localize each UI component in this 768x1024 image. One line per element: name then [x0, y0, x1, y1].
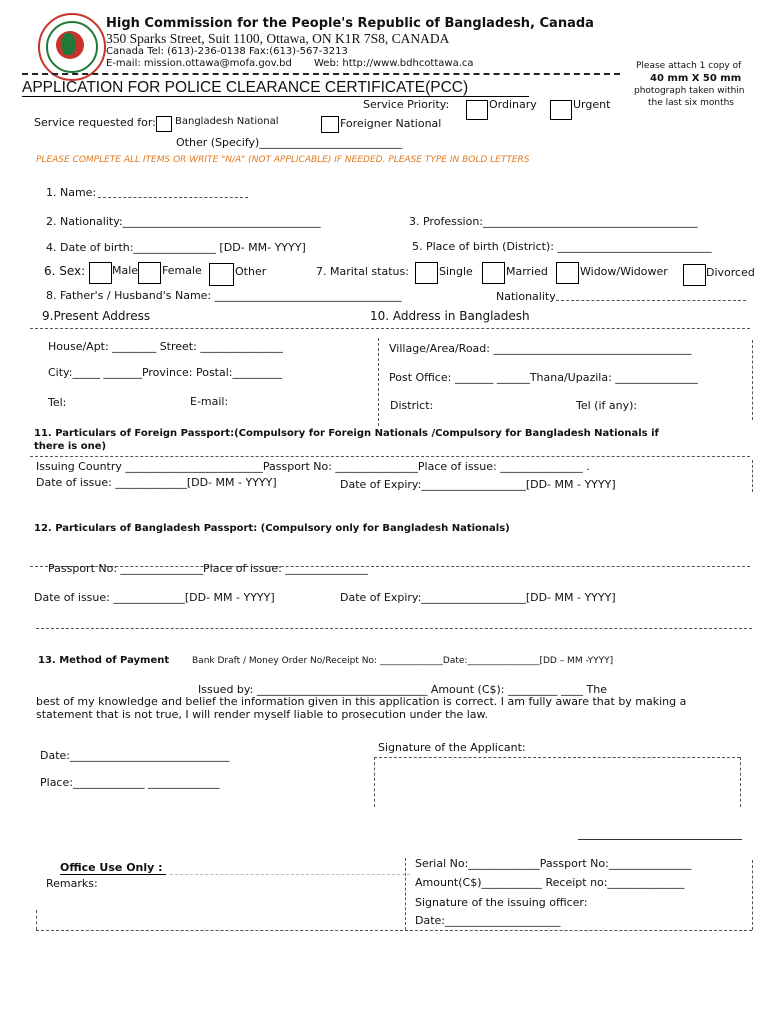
amount-receipt-field[interactable]: Amount(C$)___________ Receipt no:______________: [415, 876, 685, 889]
bangladesh-national-label: Bangladesh National: [175, 116, 279, 127]
org-name: High Commission for the People's Republic of Bangladesh, Canada: [106, 16, 594, 31]
bd-passport-heading: 12. Particulars of Bangladesh Passport: (Compulsory only for Bangladesh Nationals): [34, 523, 510, 534]
name-label: 1. Name:: [46, 186, 97, 199]
bd-date-of-issue-field[interactable]: Date of issue: _____________[DD- MM - YYYY]: [34, 591, 275, 604]
signature-box-right: [740, 757, 741, 807]
urgent-checkbox[interactable]: [550, 100, 572, 120]
bd-expiry-field[interactable]: Date of Expiry:___________________[DD- MM - YYYY]: [340, 591, 616, 604]
title-underline: [22, 96, 529, 97]
photo-note-line1: Please attach 1 copy of: [636, 61, 742, 71]
divorced-label: Divorced: [706, 266, 755, 279]
header-divider: [22, 73, 620, 75]
address-right-border: [752, 340, 753, 420]
foreign-issuing-country-field[interactable]: Issuing Country _________________________Passport No: _______________Place of issue: _______________ .: [36, 460, 590, 473]
payment-detail-field[interactable]: Bank Draft / Money Order No/Receipt No: ______________Date:________________[DD – MM -YYYY]: [192, 656, 614, 666]
foreign-passport-heading: 11. Particulars of Foreign Passport:(Compulsory for Foreign Nationals /Compulsory for Bangladesh Nationals if: [34, 428, 659, 439]
urgent-label: Urgent: [573, 98, 611, 111]
present-email-label: E-mail:: [190, 395, 229, 408]
bd-passport-no-field[interactable]: Passport No: _______________Place of issue: _______________: [48, 562, 368, 575]
house-street-field[interactable]: House/Apt: ________ Street: _______________: [48, 340, 283, 353]
bangladesh-national-checkbox[interactable]: [156, 116, 172, 132]
other-specify-field[interactable]: Other (Specify)__________________________: [176, 136, 403, 149]
married-label: Married: [506, 265, 548, 278]
org-tel-fax: Canada Tel: (613)-236-0138 Fax:(613)-567-3213: [106, 46, 348, 57]
issued-by-amount-field[interactable]: Issued by: _______________________________ Amount (C$): _________ ____ The: [198, 683, 607, 696]
marital-status-label: 7. Marital status:: [316, 265, 409, 278]
place-of-birth-field[interactable]: 5. Place of birth (District): ____________________________: [412, 240, 712, 253]
photo-note-line2: 40 mm X 50 mm: [650, 73, 742, 84]
foreigner-national-label: Foreigner National: [340, 117, 442, 130]
married-checkbox[interactable]: [482, 262, 505, 284]
form-title: APPLICATION FOR POLICE CLEARANCE CERTIFICATE(PCC): [22, 79, 469, 96]
village-area-road-field[interactable]: Village/Area/Road: ____________________________________: [389, 342, 692, 355]
instruction-text: PLEASE COMPLETE ALL ITEMS OR WRITE "N/A" (NOT APPLICABLE) IF NEEDED. PLEASE TYPE IN BOLD LETTERS: [36, 155, 530, 165]
sex-label: 6. Sex:: [44, 264, 86, 278]
signature-box-left: [374, 757, 375, 807]
foreign-date-of-issue-field[interactable]: Date of issue: _____________[DD- MM - YYYY]: [36, 476, 277, 489]
post-office-thana-field[interactable]: Post Office: _______ ______Thana/Upazila: _______________: [389, 371, 698, 384]
sign-place-field[interactable]: Place:_____________ _____________: [40, 776, 220, 789]
father-nationality-field[interactable]: [556, 300, 746, 301]
female-label: Female: [162, 264, 202, 277]
present-address-heading: 9.Present Address: [42, 309, 151, 323]
widow-label: Widow/Widower: [580, 265, 668, 278]
other-sex-checkbox[interactable]: [209, 263, 234, 286]
org-web: Web: http://www.bdhcottawa.ca: [314, 58, 474, 69]
org-address: 350 Sparks Street, Suit 1100, Ottawa, ON K1R 7S8, CANADA: [106, 31, 450, 46]
date-of-birth-field[interactable]: 4. Date of birth:_______________ [DD- MM- YYYY]: [46, 241, 306, 254]
sign-date-field[interactable]: Date:_____________________________: [40, 749, 230, 762]
divorced-checkbox[interactable]: [683, 264, 706, 286]
address-column-divider: [378, 338, 379, 426]
issuing-officer-signature-label: Signature of the issuing officer:: [415, 896, 588, 909]
female-checkbox[interactable]: [138, 262, 161, 284]
foreign-expiry-field[interactable]: Date of Expiry:___________________[DD- MM - YYYY]: [340, 478, 616, 491]
office-use-divider: [170, 874, 410, 875]
single-checkbox[interactable]: [415, 262, 438, 284]
bd-passport-bottom-border: [36, 628, 752, 629]
service-requested-label: Service requested for:: [34, 116, 156, 129]
remarks-box-left: [36, 910, 37, 930]
declaration-line1: best of my knowledge and belief the information given in this application is correct. I am fully aware that by making a: [36, 695, 687, 708]
profession-field[interactable]: 3. Profession:_______________________________________: [409, 215, 698, 228]
signature-box-top: [374, 757, 740, 758]
bangladesh-seal-logo: [38, 13, 106, 81]
photo-note-line3: photograph taken within: [634, 86, 745, 96]
officer-date-field[interactable]: Date:_____________________: [415, 914, 561, 927]
photo-note-line4: the last six months: [648, 98, 735, 108]
remarks-label: Remarks:: [46, 877, 98, 890]
ordinary-checkbox[interactable]: [466, 100, 488, 120]
declaration-line2: statement that is not true, I will render myself liable to prosecution under the law.: [36, 708, 488, 721]
name-field[interactable]: [98, 197, 248, 198]
district-label: District:: [390, 399, 434, 412]
office-column-divider: [405, 858, 406, 930]
foreigner-national-checkbox[interactable]: [321, 116, 339, 133]
foreign-passport-heading-cont: there is one): [34, 441, 107, 452]
bd-tel-label: Tel (if any):: [576, 399, 638, 412]
male-checkbox[interactable]: [89, 262, 112, 284]
foreign-passport-top-border: [30, 456, 750, 457]
address-top-divider: [30, 328, 750, 329]
bd-address-heading: 10. Address in Bangladesh: [370, 309, 530, 323]
father-nationality-label: Nationality: [496, 290, 556, 303]
male-label: Male: [112, 264, 139, 277]
other-sex-label: Other: [235, 265, 267, 278]
ordinary-label: Ordinary: [489, 98, 537, 111]
single-label: Single: [439, 265, 473, 278]
org-email: E-mail: mission.ottawa@mofa.gov.bd: [106, 58, 292, 69]
nationality-field[interactable]: 2. Nationality:____________________________________: [46, 215, 321, 228]
payment-heading: 13. Method of Payment: [38, 655, 170, 666]
father-husband-name-field[interactable]: 8. Father's / Husband's Name: __________________________________: [46, 289, 402, 302]
office-use-heading: Office Use Only :: [60, 861, 163, 874]
service-priority-label: Service Priority:: [363, 98, 450, 111]
serial-passport-field[interactable]: Serial No:_____________Passport No:_______________: [415, 857, 692, 870]
office-box-right: [752, 860, 753, 930]
present-tel-label: Tel:: [48, 396, 67, 409]
widow-checkbox[interactable]: [556, 262, 579, 284]
office-use-underline: [60, 874, 166, 875]
applicant-signature-label: Signature of the Applicant:: [378, 741, 526, 754]
signature-line[interactable]: [578, 839, 742, 840]
foreign-passport-right-border: [752, 460, 753, 492]
office-box-bottom: [36, 930, 752, 931]
city-province-postal-field[interactable]: City:_____ _______Province: Postal:_________: [48, 366, 282, 379]
